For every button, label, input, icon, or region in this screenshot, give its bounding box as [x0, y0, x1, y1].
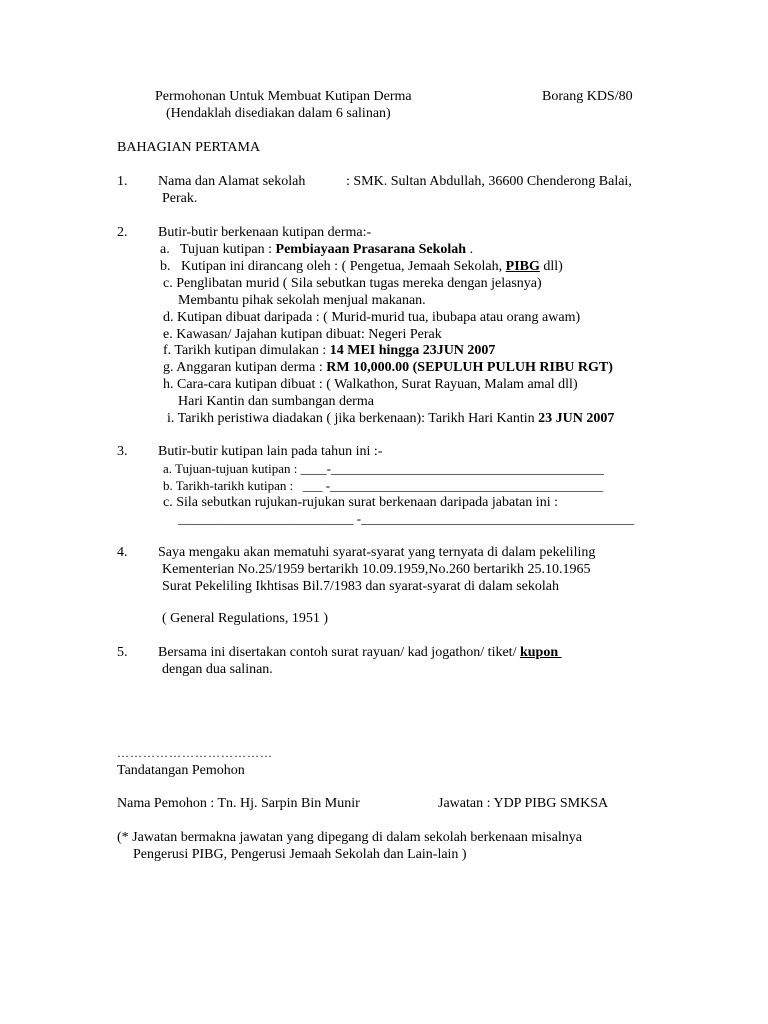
item-3c-blank: ___________________________ -__________________________________________ [178, 511, 635, 526]
item-2-number: 2. [117, 225, 128, 240]
item-1-number: 1. [117, 174, 128, 189]
item-2h-cont: Hari Kantin dan sumbangan derma [178, 394, 374, 409]
item-2f [163, 342, 495, 359]
item-2b-suffix: dll) [539, 259, 563, 274]
item-2-title: Butir-butir berkenaan kutipan derma:- [158, 225, 372, 240]
item-4-line-3: Surat Pekeliling Ikhtisas Bil.7/1983 dan syarat-syarat di dalam sekolah [162, 579, 559, 594]
item-4-line-4: ( General Regulations, 1951 ) [162, 611, 329, 626]
item-2a-label: a. Tujuan kutipan : [160, 242, 276, 257]
signature-label: Tandatangan Pemohon [117, 763, 245, 778]
copies-note: (Hendaklah disediakan dalam 6 salinan) [166, 106, 391, 121]
item-2i-value: 23 JUN 2007 [538, 411, 615, 426]
item-5-kupon: kupon [519, 645, 562, 660]
signature-line: ……………………………… [117, 746, 273, 760]
item-2f-value: 14 MEI hingga 23JUN 2007 [329, 343, 496, 358]
form-title: Permohonan Untuk Membuat Kutipan Derma [155, 89, 412, 104]
item-3-number: 3. [117, 444, 128, 459]
item-3c: c. Sila sebutkan rujukan-rujukan surat berkenaan daripada jabatan ini : [163, 495, 558, 510]
applicant-position: Jawatan : YDP PIBG SMKSA [438, 796, 609, 811]
item-2g-label: g. Anggaran kutipan derma : [163, 360, 327, 375]
item-2g [163, 359, 613, 376]
item-3-title: Butir-butir kutipan lain pada tahun ini :- [158, 444, 383, 459]
item-2i-label: i. Tarikh peristiwa diadakan ( jika berkenaan): Tarikh Hari Kantin [167, 411, 539, 426]
item-5-line-1 [158, 644, 562, 661]
item-2d: d. Kutipan dibuat daripada : ( Murid-murid tua, ibubapa atau orang awam) [163, 310, 581, 325]
item-2b-label: b. Kutipan ini dirancang oleh : ( Pengetua, Jemaah Sekolah, [160, 259, 506, 274]
item-2e: e. Kawasan/ Jajahan kutipan dibuat: Negeri Perak [163, 327, 442, 342]
item-2a-value: Pembiayaan Prasarana Sekolah [275, 242, 467, 257]
item-2h: h. Cara-cara kutipan dibuat : ( Walkathon, Surat Rayuan, Malam amal dll) [163, 377, 578, 392]
item-5-line-2: dengan dua salinan. [162, 662, 273, 677]
item-1-label: Nama dan Alamat sekolah [158, 174, 306, 189]
footnote-line-1: (* Jawatan bermakna jawatan yang dipegang di dalam sekolah berkenaan misalnya [117, 830, 582, 845]
item-2i [167, 410, 614, 427]
item-2b-value: PIBG [505, 259, 540, 274]
item-2g-value: RM 10,000.00 (SEPULUH PULUH RIBU RGT) [326, 360, 613, 375]
item-2c: c. Penglibatan murid ( Sila sebutkan tugas mereka dengan jelasnya) [163, 276, 542, 291]
item-4-line-1: Saya mengaku akan mematuhi syarat-syarat yang ternyata di dalam pekeliling [158, 545, 596, 560]
item-4-number: 4. [117, 545, 128, 560]
item-3a: a. Tujuan-tujuan kutipan : ____-__________________________________________ [163, 461, 604, 476]
item-2a [160, 241, 473, 258]
item-5-text: Bersama ini disertakan contoh surat rayuan/ kad jogathon/ tiket/ [158, 645, 520, 660]
item-4-line-2: Kementerian No.25/1959 bertarikh 10.09.1959,No.260 bertarikh 25.10.1965 [162, 562, 591, 577]
item-3b: b. Tarikh-tarikh kutipan : ___ -__________________________________________ [163, 478, 604, 493]
item-2a-suffix: . [466, 242, 474, 257]
item-2b [160, 258, 563, 275]
item-5-number: 5. [117, 645, 128, 660]
item-1-value-cont: Perak. [162, 191, 198, 206]
item-2c-cont: Membantu pihak sekolah menjual makanan. [178, 293, 426, 308]
applicant-name: Nama Pemohon : Tn. Hj. Sarpin Bin Munir [117, 796, 360, 811]
section-title: BAHAGIAN PERTAMA [117, 140, 261, 155]
item-2f-label: f. Tarikh kutipan dimulakan : [163, 343, 330, 358]
footnote-line-2: Pengerusi PIBG, Pengerusi Jemaah Sekolah dan Lain-lain ) [133, 847, 467, 862]
item-1-value: : SMK. Sultan Abdullah, 36600 Chenderong Balai, [346, 174, 632, 189]
form-code: Borang KDS/80 [542, 89, 633, 104]
